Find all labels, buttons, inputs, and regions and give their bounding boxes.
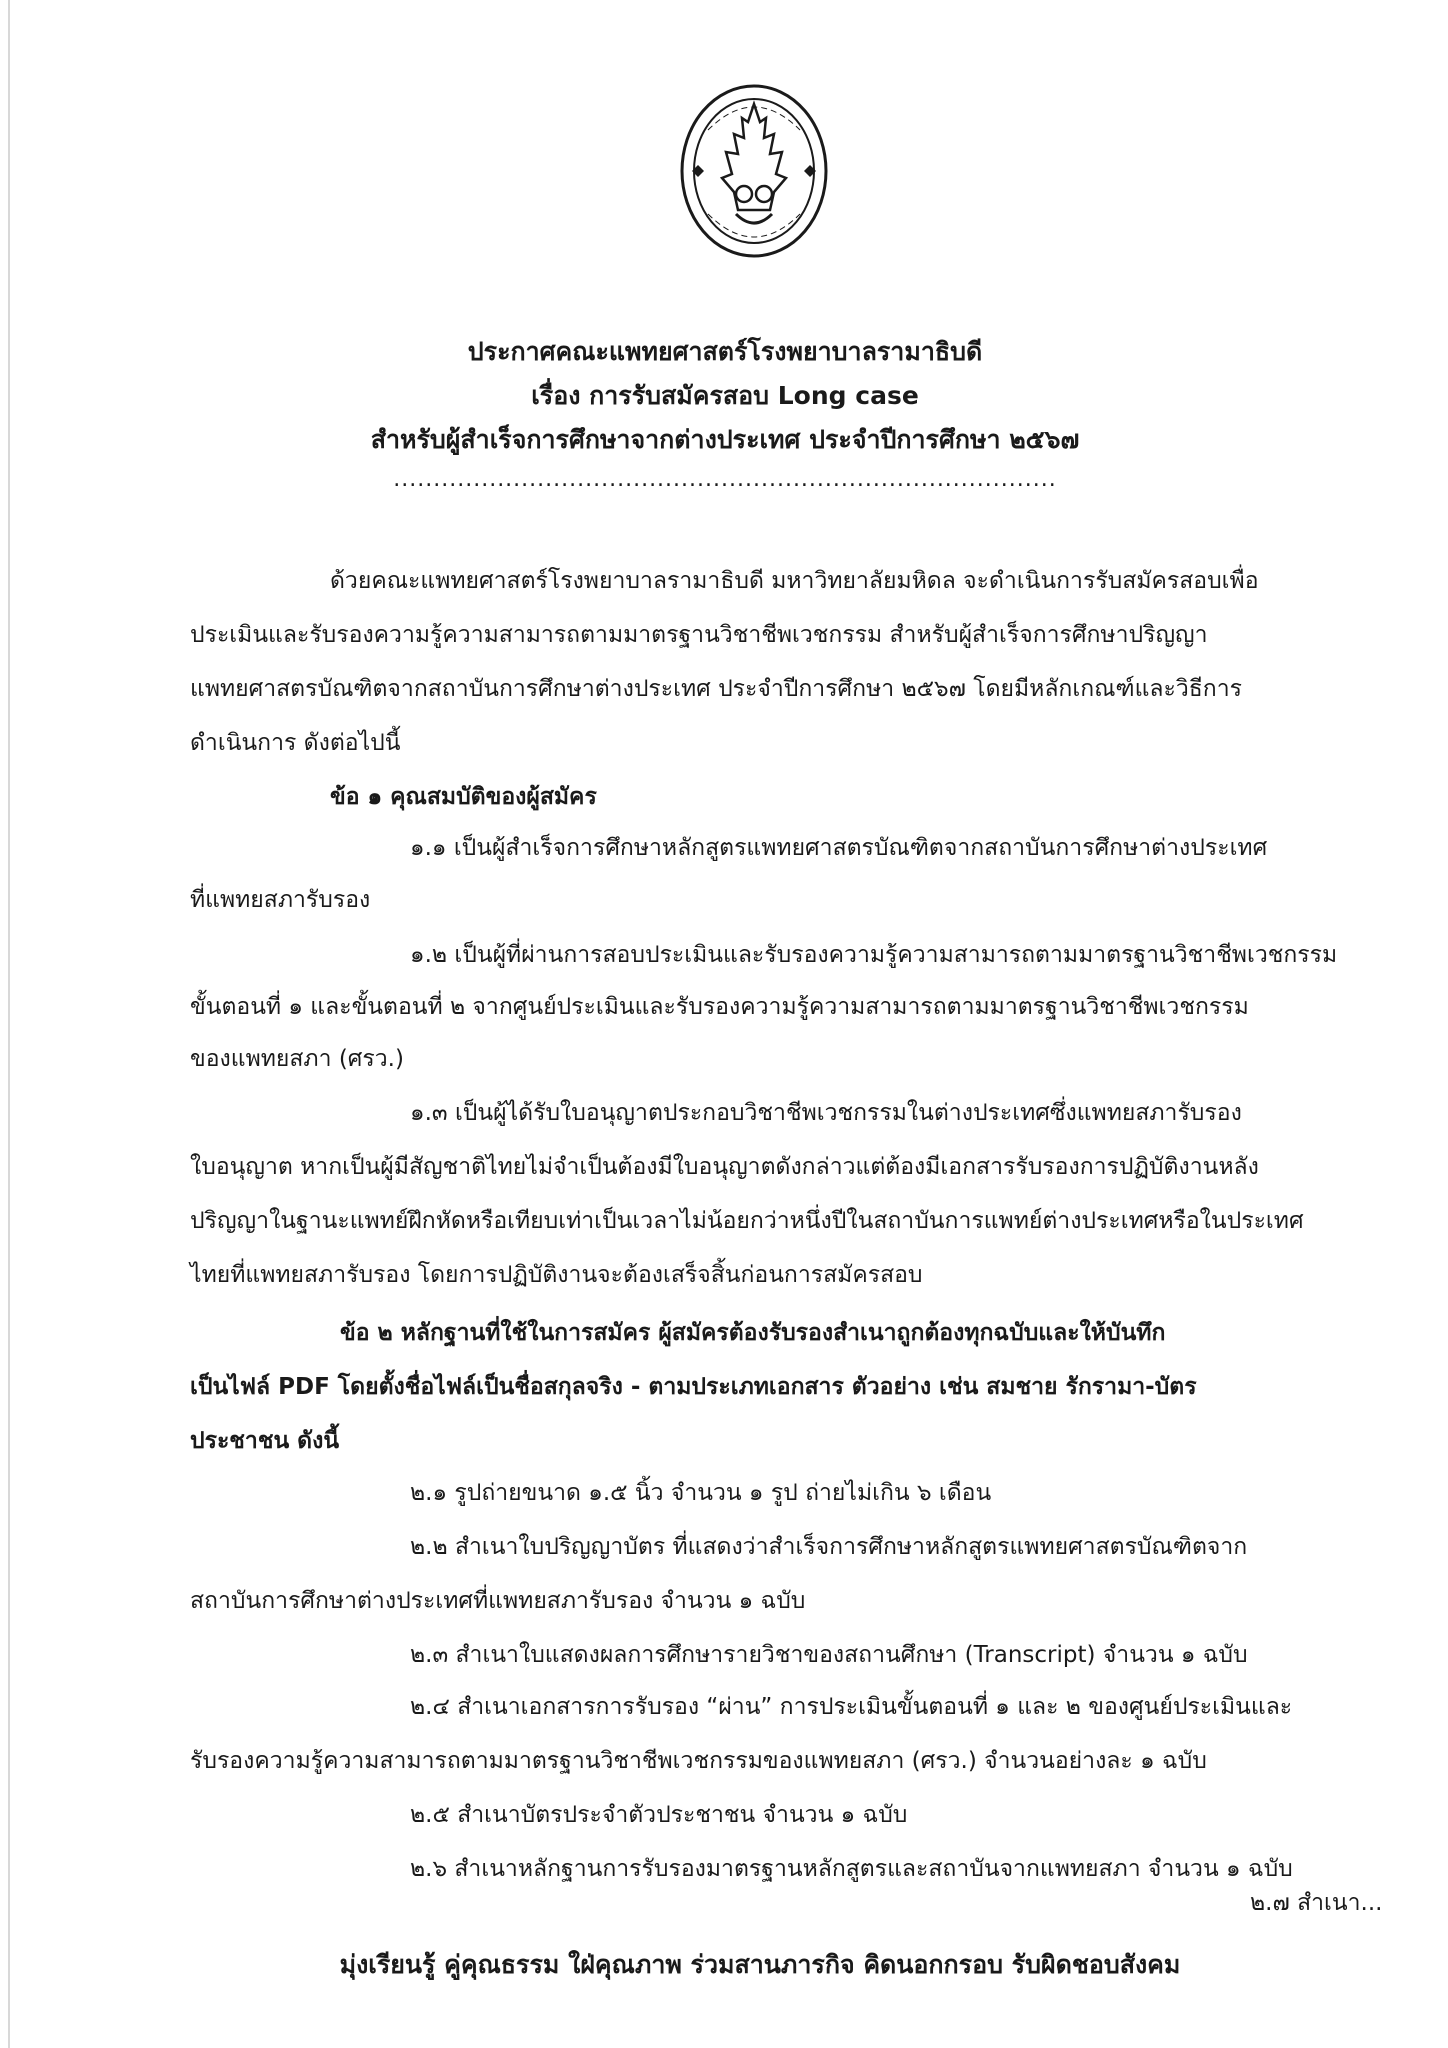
item-1-3-line-3: ปริญญาในฐานะแพทย์ฝึกหัดหรือเทียบเท่าเป็นเวลาไม่น้อยกว่าหนึ่งปีในสถาบันการแพทย์ต่างประเทศหรือในประเทศ <box>190 1208 1304 1234</box>
item-2-4-line-2: รับรองความรู้ความสามารถตามมาตรฐานวิชาชีพเวชกรรมของแพทยสภา (ศรว.) จำนวนอย่างละ ๑ ฉบับ <box>190 1748 1207 1774</box>
item-2-4-line-1: ๒.๔ สำเนาเอกสารการรับรอง “ผ่าน” การประเมินขั้นตอนที่ ๑ และ ๒ ของศูนย์ประเมินและ <box>410 1694 1293 1720</box>
announcement-title <box>190 330 1260 492</box>
section-2-heading-line-3: ประชาชน ดังนี้ <box>190 1428 340 1454</box>
title-line-3: สำหรับผู้สำเร็จการศึกษาจากต่างประเทศ ประจำปีการศึกษา ๒๕๖๗ <box>370 425 1080 454</box>
item-2-2-line-2: สถาบันการศึกษาต่างประเทศที่แพทยสภารับรอง จำนวน ๑ ฉบับ <box>190 1588 806 1614</box>
item-2-2-line-1: ๒.๒ สำเนาใบปริญญาบัตร ที่แสดงว่าสำเร็จการศึกษาหลักสูตรแพทยศาสตรบัณฑิตจาก <box>410 1534 1248 1560</box>
item-1-2-line-2: ขั้นตอนที่ ๑ และขั้นตอนที่ ๒ จากศูนย์ประเมินและรับรองความรู้ความสามารถตามมาตรฐานวิชาชีพเวชกรรม <box>190 994 1249 1020</box>
item-1-2-line-3: ของแพทยสภา (ศรว.) <box>190 1046 404 1072</box>
title-line-1: ประกาศคณะแพทยศาสตร์โรงพยาบาลรามาธิบดี <box>467 337 983 366</box>
item-1-2-line-1: ๑.๒ เป็นผู้ที่ผ่านการสอบประเมินและรับรองความรู้ความสามารถตามมาตรฐานวิชาชีพเวชกรรม <box>410 942 1338 968</box>
intro-line-2: ประเมินและรับรองความรู้ความสามารถตามมาตรฐานวิชาชีพเวชกรรม สำหรับผู้สำเร็จการศึกษาปริญญา <box>190 622 1208 648</box>
item-2-3: ๒.๓ สำเนาใบแสดงผลการศึกษารายวิชาของสถานศึกษา (Transcript) จำนวน ๑ ฉบับ <box>410 1642 1248 1668</box>
scan-edge <box>8 0 10 2048</box>
university-seal-logo <box>678 82 830 260</box>
section-2-heading-line-1: ข้อ ๒ หลักฐานที่ใช้ในการสมัคร ผู้สมัครต้องรับรองสำเนาถูกต้องทุกฉบับและให้บันทึก <box>340 1320 1166 1346</box>
item-2-6: ๒.๖ สำเนาหลักฐานการรับรองมาตรฐานหลักสูตรและสถาบันจากแพทยสภา จำนวน ๑ ฉบับ <box>410 1856 1293 1882</box>
intro-line-3: แพทยศาสตรบัณฑิตจากสถาบันการศึกษาต่างประเทศ ประจำปีการศึกษา ๒๕๖๗ โดยมีหลักเกณฑ์และวิธีการ <box>190 676 1242 702</box>
intro-line-1: ด้วยคณะแพทยศาสตร์โรงพยาบาลรามาธิบดี มหาวิทยาลัยมหิดล จะดำเนินการรับสมัครสอบเพื่อ <box>330 568 1259 594</box>
section-1-heading: ข้อ ๑ คุณสมบัติของผู้สมัคร <box>330 784 597 810</box>
title-line-2: เรื่อง การรับสมัครสอบ Long case <box>531 381 919 410</box>
item-1-3-line-2: ใบอนุญาต หากเป็นผู้มีสัญชาติไทยไม่จำเป็นต้องมีใบอนุญาตดังกล่าวแต่ต้องมีเอกสารรับรองการปฏิบัติงานหลัง <box>190 1154 1259 1180</box>
item-1-3-line-1: ๑.๓ เป็นผู้ได้รับใบอนุญาตประกอบวิชาชีพเวชกรรมในต่างประเทศซึ่งแพทยสภารับรอง <box>410 1100 1242 1126</box>
continued-reference: ๒.๗ สำเนา... <box>1250 1890 1383 1916</box>
item-2-1: ๒.๑ รูปถ่ายขนาด ๑.๕ นิ้ว จำนวน ๑ รูป ถ่ายไม่เกิน ๖ เดือน <box>410 1480 992 1506</box>
university-motto: มุ่งเรียนรู้ คู่คุณธรรม ใฝ่คุณภาพ ร่วมสานภารกิจ คิดนอกกรอบ รับผิดชอบสังคม <box>339 1950 1181 1979</box>
title-divider: ................................................................................... <box>393 467 1057 492</box>
intro-line-4: ดำเนินการ ดังต่อไปนี้ <box>190 730 401 756</box>
item-1-1-line-2: ที่แพทยสภารับรอง <box>190 887 371 913</box>
item-1-3-line-4: ไทยที่แพทยสภารับรอง โดยการปฏิบัติงานจะต้องเสร็จสิ้นก่อนการสมัครสอบ <box>190 1262 923 1288</box>
item-1-1-line-1: ๑.๑ เป็นผู้สำเร็จการศึกษาหลักสูตรแพทยศาสตรบัณฑิตจากสถาบันการศึกษาต่างประเทศ <box>410 835 1268 861</box>
section-2-heading-line-2: เป็นไฟล์ PDF โดยตั้งชื่อไฟล์เป็นชื่อสกุลจริง - ตามประเภทเอกสาร ตัวอย่าง เช่น สมชาย รักรามา-บัตร <box>190 1374 1197 1400</box>
item-2-5: ๒.๕ สำเนาบัตรประจำตัวประชาชน จำนวน ๑ ฉบับ <box>410 1802 908 1828</box>
